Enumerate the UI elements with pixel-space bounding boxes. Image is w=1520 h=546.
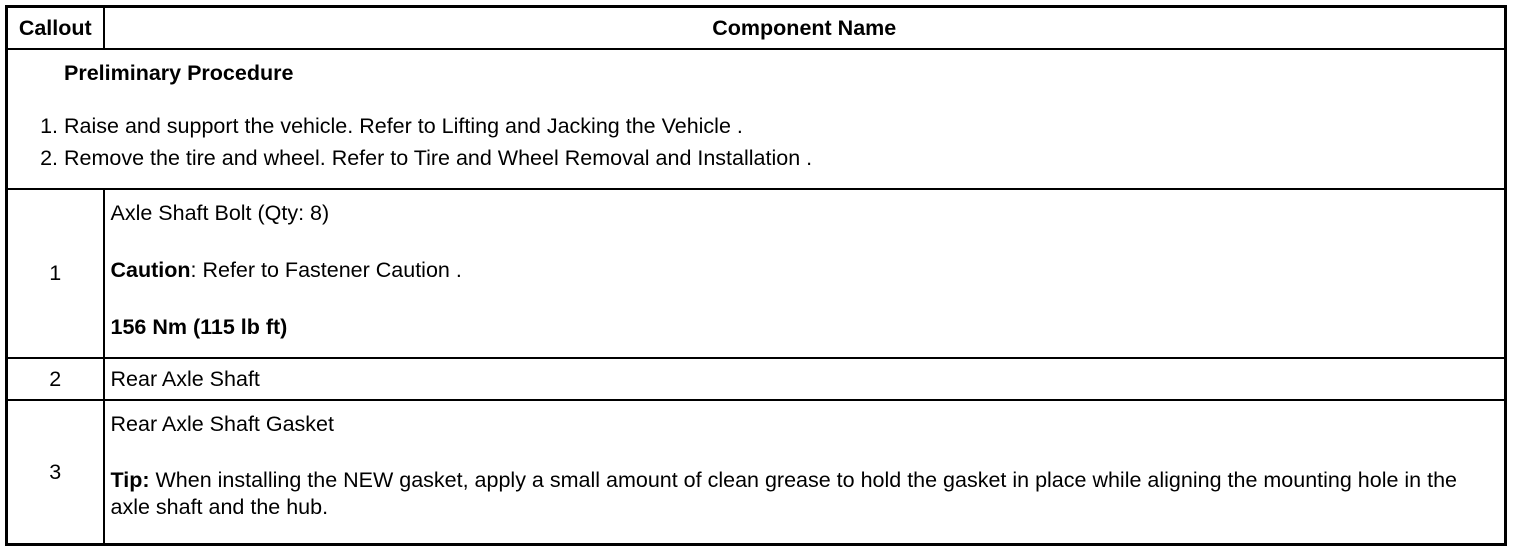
callout-number: 2 <box>7 358 104 400</box>
tip-text: When installing the NEW gasket, apply a small amount of clean grease to hold the gasket in place while aligning the mounting hole in the axle shaft and the hub. <box>110 467 1458 519</box>
table-row <box>7 400 1506 545</box>
caution-text: : Refer to Fastener Caution . <box>190 257 462 282</box>
component-cell <box>104 400 1506 545</box>
caution-note <box>111 257 1499 284</box>
header-row <box>7 7 1506 50</box>
caution-label: Caution <box>110 257 191 282</box>
tip-label: Tip: <box>110 467 150 492</box>
component-cell <box>104 189 1506 358</box>
callout-header: Callout <box>7 7 104 50</box>
preliminary-step <box>8 145 1504 172</box>
preliminary-procedure-title: Preliminary Procedure <box>64 61 294 85</box>
table-row <box>7 189 1506 358</box>
table-row <box>7 358 1506 400</box>
step-text: Remove the tire and wheel. Refer to Tire and Wheel Removal and Installation . <box>64 145 813 170</box>
component-name: Rear Axle Shaft Gasket <box>110 412 334 436</box>
preliminary-step <box>8 113 1504 140</box>
preliminary-steps-list <box>8 113 1504 172</box>
step-text: Raise and support the vehicle. Refer to Lifting and Jacking the Vehicle . <box>64 113 743 138</box>
preliminary-procedure-cell <box>7 49 1506 189</box>
procedure-table-wrapper <box>5 5 1507 546</box>
tip-note <box>111 467 1499 521</box>
step-number: 1. <box>40 113 58 138</box>
preliminary-procedure-row <box>7 49 1506 189</box>
component-name: Rear Axle Shaft <box>110 366 260 391</box>
callout-number: 3 <box>7 400 104 545</box>
component-name: Axle Shaft Bolt (Qty: 8) <box>110 201 330 225</box>
component-table <box>5 5 1507 546</box>
component-name-header: Component Name <box>104 7 1506 50</box>
step-number: 2. <box>40 145 58 170</box>
component-cell <box>104 358 1506 400</box>
torque-spec: 156 Nm (115 lb ft) <box>110 314 288 339</box>
callout-number: 1 <box>7 189 104 358</box>
